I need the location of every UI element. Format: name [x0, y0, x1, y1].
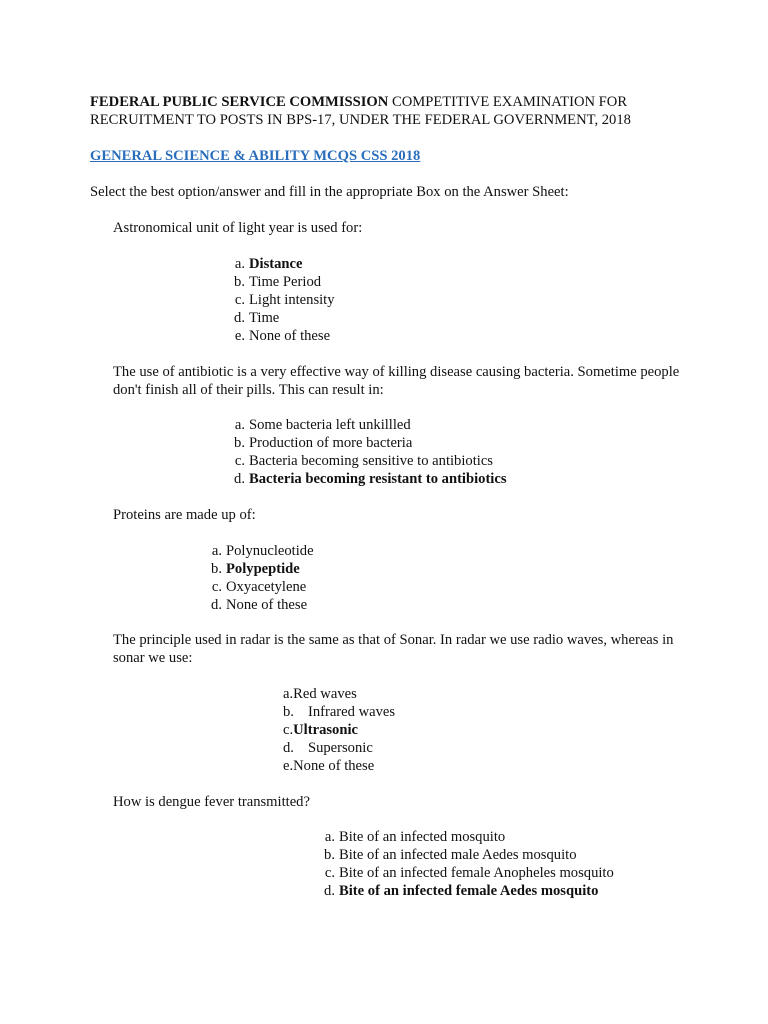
exam-header	[90, 93, 690, 129]
option-item: b. Time Period	[234, 274, 322, 290]
option-item: e. None of these	[234, 328, 331, 344]
option-item: b. Infrared waves	[283, 704, 396, 720]
option-item: e.None of these	[283, 758, 375, 774]
option-item: a. Some bacteria left unkillled	[234, 417, 411, 433]
header-subtitle: COMPETITIVE EXAMINATION FOR RECRUITMENT TO POSTS IN BPS-17, UNDER THE FEDERAL GOVERNMENT, 2018	[90, 94, 631, 128]
option-item: b. Polypeptide	[211, 561, 300, 577]
option-item: a. Distance	[234, 256, 303, 272]
option-item: d. Bacteria becoming resistant to antibiotics	[234, 471, 507, 487]
question-4-options	[283, 685, 395, 775]
instruction-text: Select the best option/answer and fill in the appropriate Box on the Answer Sheet:	[90, 184, 569, 200]
option-item: b. Production of more bacteria	[234, 435, 413, 451]
section-title-link[interactable]: GENERAL SCIENCE & ABILITY MCQS CSS 2018	[90, 148, 421, 164]
question-4-text: The principle used in radar is the same as that of Sonar. In radar we use radio waves, whereas in sonar we use:	[113, 632, 674, 666]
option-item: c. Bacteria becoming sensitive to antibiotics	[234, 453, 493, 469]
question-5-text: How is dengue fever transmitted?	[113, 794, 310, 810]
option-item: a. Bite of an infected mosquito	[324, 829, 506, 845]
option-item: d. Supersonic	[283, 740, 373, 756]
option-item: d. Time	[234, 310, 280, 326]
option-item: c. Oxyacetylene	[211, 579, 307, 595]
option-item: a.Red waves	[283, 686, 357, 702]
question-3-text: Proteins are made up of:	[113, 507, 256, 523]
option-item: c.Ultrasonic	[283, 722, 358, 738]
option-item: d. None of these	[211, 597, 308, 613]
option-item: c. Bite of an infected female Anopheles mosquito	[324, 865, 614, 881]
question-5-options	[324, 828, 614, 900]
question-1-options	[234, 255, 335, 345]
question-2-text: The use of antibiotic is a very effective way of killing disease causing bacteria. Sometime people don't finish all of their pills. This can result in:	[113, 364, 680, 398]
question-3-options	[211, 542, 314, 614]
option-item: c. Light intensity	[234, 292, 335, 308]
question-2-options	[234, 416, 507, 488]
option-item: b. Bite of an infected male Aedes mosquito	[324, 847, 577, 863]
question-1-text: Astronomical unit of light year is used for:	[113, 220, 363, 236]
header-bold-title: FEDERAL PUBLIC SERVICE COMMISSION	[90, 94, 389, 110]
option-item: d. Bite of an infected female Aedes mosquito	[324, 883, 599, 899]
option-item: a. Polynucleotide	[211, 543, 314, 559]
